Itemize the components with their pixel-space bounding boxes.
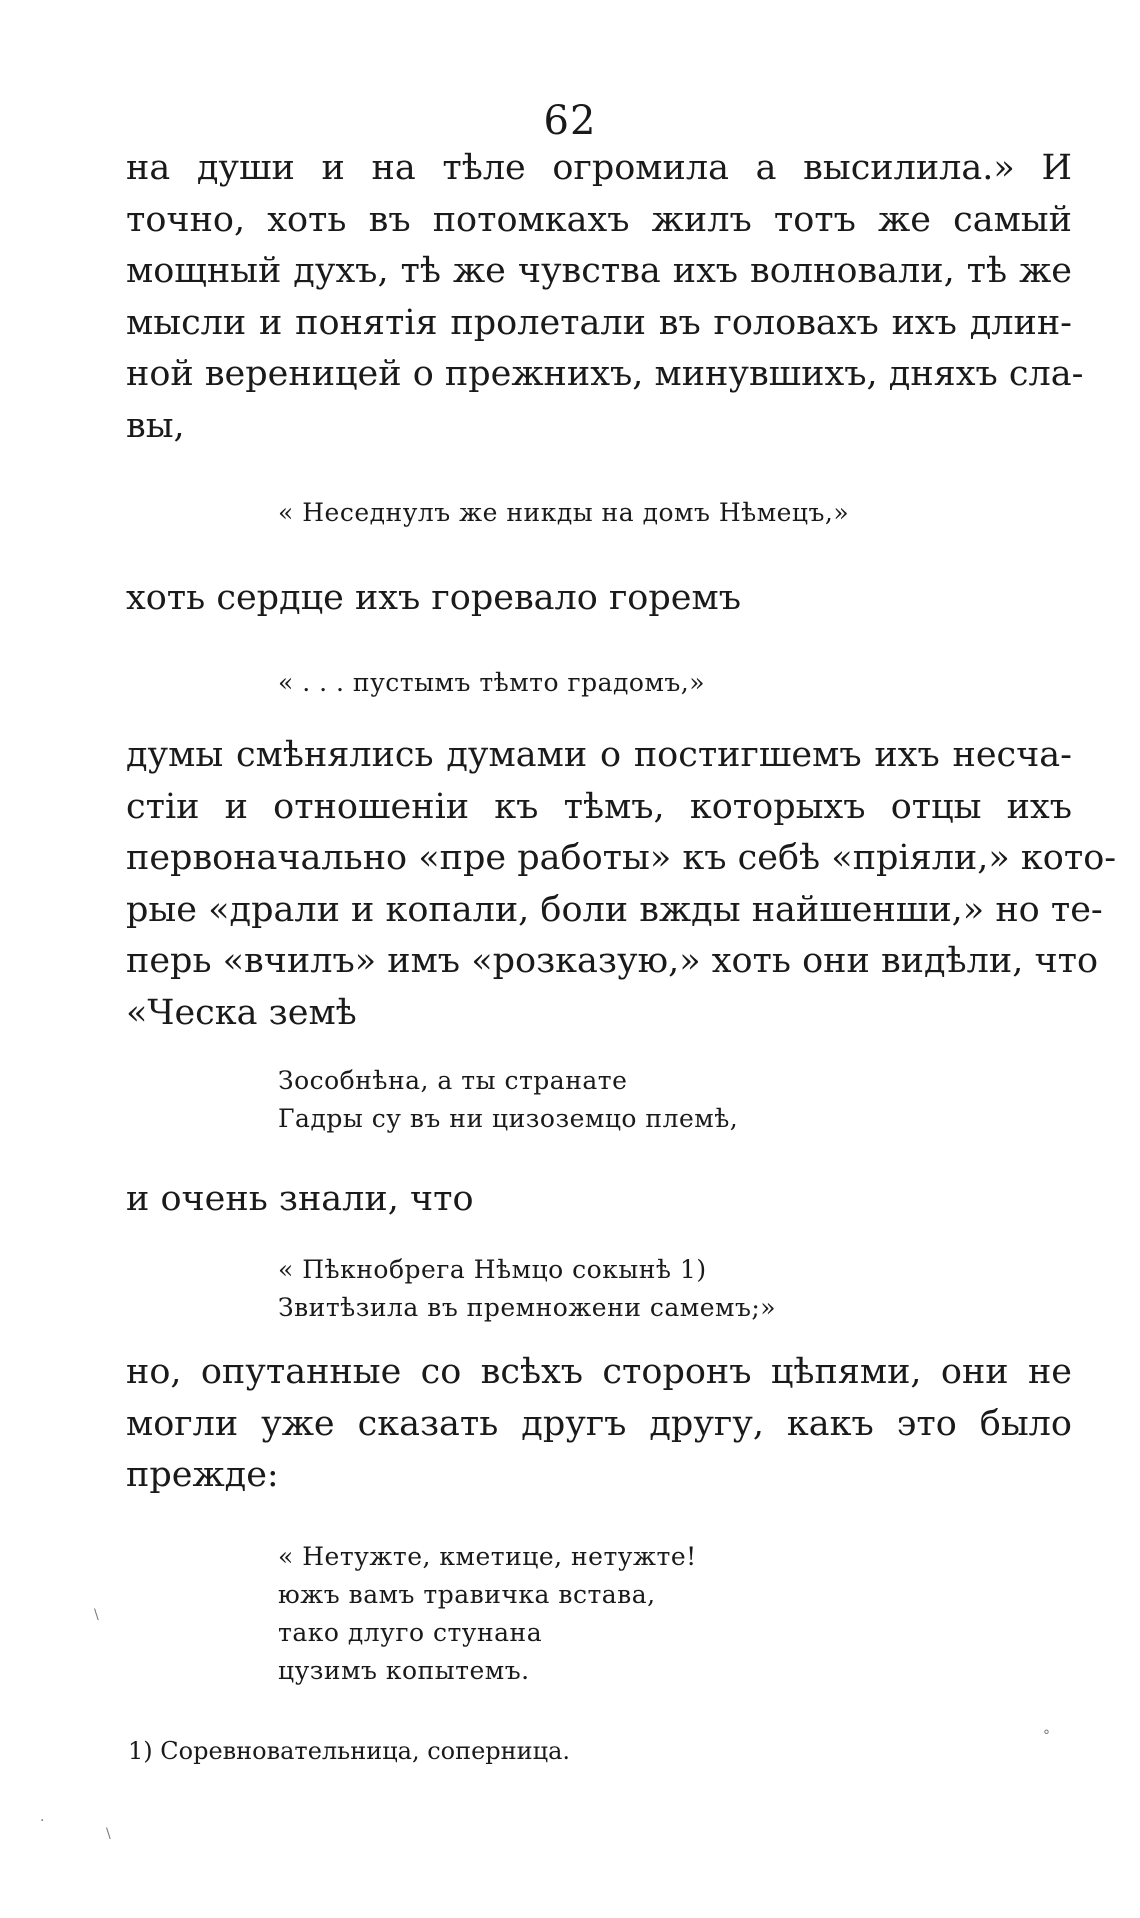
text-line: мысли и понятія пролетали въ головахъ ихъ длин- bbox=[126, 302, 1072, 343]
scan-speck: \ bbox=[106, 1826, 111, 1842]
verse-line: Зособнѣна, а ты странате bbox=[278, 1066, 628, 1095]
verse-quote bbox=[278, 664, 705, 702]
scan-speck: · bbox=[40, 1813, 45, 1829]
paragraph bbox=[126, 730, 1117, 1039]
scan-speck: \ bbox=[94, 1607, 99, 1623]
verse-quote bbox=[278, 494, 849, 532]
verse-line: « Нетужте, кметице, нетужте! bbox=[278, 1542, 697, 1571]
text-line: точно, хоть въ потомкахъ жилъ тотъ же самый bbox=[126, 199, 1072, 240]
text-line: ной вереницей о прежнихъ, минувшихъ, дняхъ сла- bbox=[126, 354, 1084, 394]
scan-speck: ° bbox=[1043, 1728, 1050, 1744]
verse-line: « Неседнулъ же никды на домъ Нѣмецъ,» bbox=[278, 498, 850, 527]
text-line: думы смѣнялись думами о постигшемъ ихъ несча- bbox=[126, 735, 1072, 775]
text-line: но, опутанные со всѣхъ сторонъ цѣпями, они не bbox=[126, 1352, 1072, 1392]
verse-line: Звитѣзила въ премножени самемъ;» bbox=[278, 1293, 777, 1322]
verse-line: тако длуго стунана bbox=[278, 1618, 543, 1647]
page-number: 62 bbox=[543, 98, 597, 144]
verse-stanza bbox=[278, 1538, 697, 1690]
text-line: могли уже сказать другъ другу, какъ это было bbox=[126, 1403, 1072, 1444]
text-line: прежде: bbox=[126, 1455, 279, 1495]
text-line: на души и на тѣле огромила а высилила.» И bbox=[126, 148, 1072, 188]
footnote: 1) Соревновательница, соперница. bbox=[128, 1737, 571, 1765]
verse-line: цузимъ копытемъ. bbox=[278, 1656, 530, 1685]
verse-line: « Пѣкнобрега Нѣмцо сокынѣ 1) bbox=[278, 1255, 707, 1284]
text-line: и очень знали, что bbox=[126, 1179, 474, 1219]
text-line: «Ческа земѣ bbox=[126, 992, 357, 1033]
text-line: хоть сердце ихъ горевало горемъ bbox=[126, 578, 741, 618]
paragraph bbox=[126, 1347, 1072, 1502]
paragraph bbox=[126, 143, 1084, 452]
text-line: мощный духъ, тѣ же чувства ихъ волновали, тѣ же bbox=[126, 251, 1072, 291]
text-line: вы, bbox=[126, 405, 185, 446]
text-line: стіи и отношеніи къ тѣмъ, которыхъ отцы ихъ bbox=[126, 786, 1072, 827]
text-line: первоначально «пре работы» къ себѣ «пріяли,» кото- bbox=[126, 838, 1117, 878]
verse-line: южъ вамъ травичка встава, bbox=[278, 1580, 656, 1609]
text-line: перь «вчилъ» имъ «розказую,» хоть они видѣли, что bbox=[126, 941, 1099, 981]
text-line: рые «драли и копали, боли вжды найшенши,» но те- bbox=[126, 889, 1103, 930]
verse-stanza bbox=[278, 1251, 776, 1327]
verse-line: « . . . пустымъ тѣмто градомъ,» bbox=[278, 668, 706, 697]
verse-stanza bbox=[278, 1062, 738, 1138]
verse-line: Гадры су въ ни цизоземцо племѣ, bbox=[278, 1104, 739, 1133]
